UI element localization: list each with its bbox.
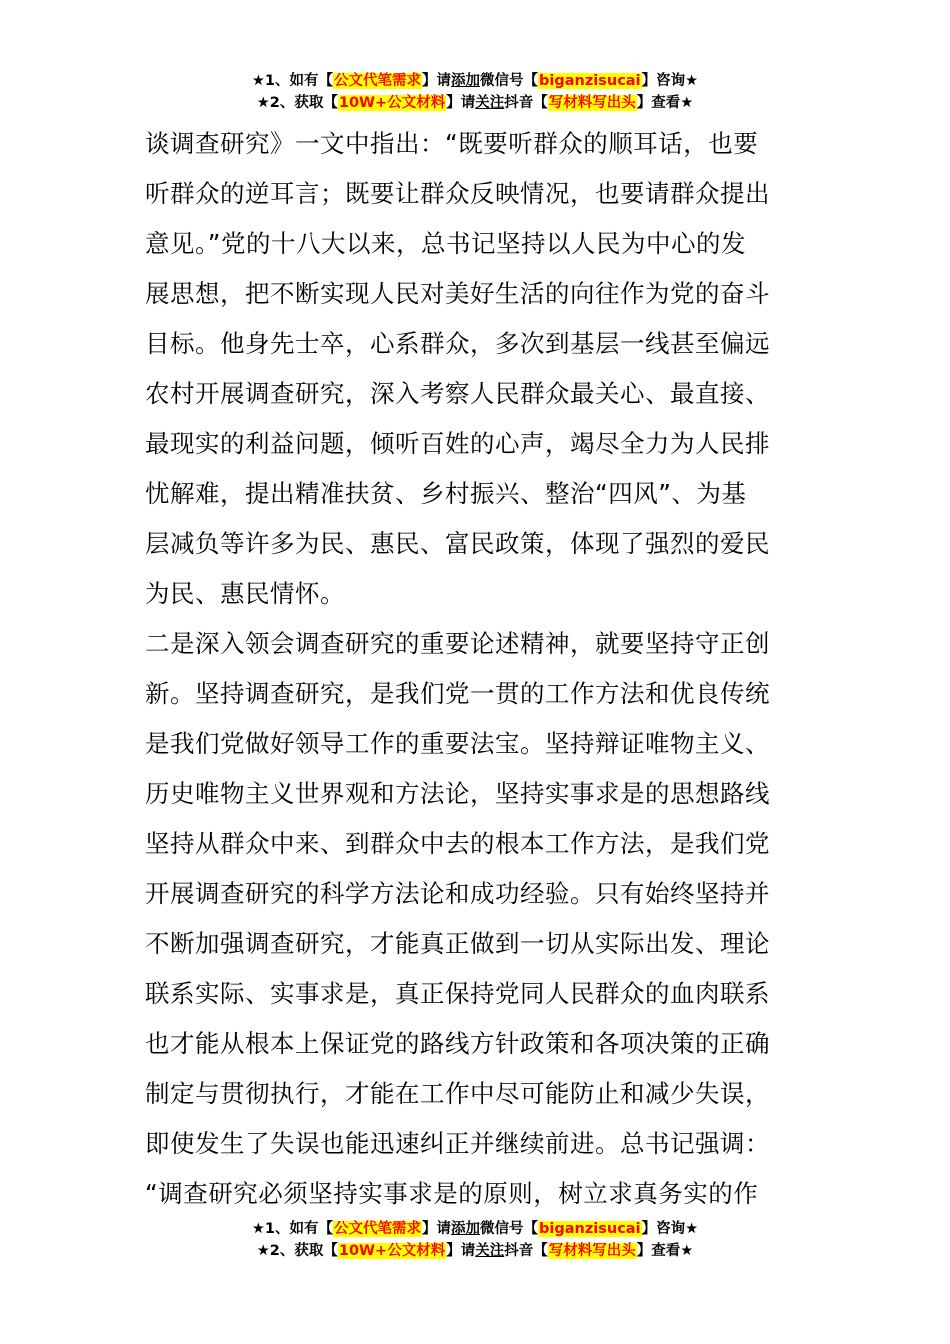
highlight-douyin-account: 写材料写出头 — [548, 1243, 636, 1259]
text-line: 农村开展调查研究，深入考察人民群众最关心、最直接、 — [145, 379, 770, 408]
text-line: 是我们党做好领导工作的重要法宝。坚持辩证唯物主义、 — [145, 729, 770, 758]
banner-text: 】咨询★ — [641, 73, 699, 89]
banner-text: ★1、如有【 — [251, 73, 334, 89]
banner-text: 】请 — [422, 1221, 452, 1237]
banner-text: 微信号【 — [480, 1221, 539, 1237]
text-line: 制定与贯彻执行，才能在工作中尽可能防止和减少失误， — [145, 1079, 770, 1108]
text-line: 展思想，把不断实现人民对美好生活的向往作为党的奋斗 — [145, 279, 770, 308]
text-line: 层减负等许多为民、惠民、富民政策，体现了强烈的爱民 — [145, 529, 770, 558]
banner-line-2 — [0, 1240, 950, 1262]
highlight-service: 公文代笔需求 — [334, 1221, 422, 1237]
highlight-wechat-id: biganzisucai — [539, 73, 641, 89]
text-line: 坚持从群众中来、到群众中去的根本工作方法，是我们党 — [145, 829, 770, 858]
banner-text: 】请 — [446, 1243, 476, 1259]
banner-text: 抖音【 — [504, 1243, 548, 1259]
banner-text: 微信号【 — [480, 73, 539, 89]
text-line: “调查研究必须坚持实事求是的原则，树立求真务实的作 — [145, 1179, 759, 1208]
highlight-materials: 10W+公文材料 — [338, 95, 446, 111]
text-line: 听群众的逆耳言；既要让群众反映情况，也要请群众提出 — [145, 179, 770, 208]
text-line: 联系实际、实事求是，真正保持党同人民群众的血肉联系 — [145, 979, 770, 1008]
text-line: 谈调查研究》一文中指出：“既要听群众的顺耳话，也要 — [145, 129, 759, 158]
header-banner — [0, 70, 950, 114]
banner-line-1 — [0, 1218, 950, 1240]
banner-line-2 — [0, 92, 950, 114]
highlight-douyin-account: 写材料写出头 — [548, 95, 636, 111]
footer-banner — [0, 1218, 950, 1262]
text-line: 也才能从根本上保证党的路线方针政策和各项决策的正确 — [145, 1029, 770, 1058]
text-line: 意见。”党的十八大以来，总书记坚持以人民为中心的发 — [145, 229, 746, 258]
highlight-materials: 10W+公文材料 — [338, 1243, 446, 1259]
banner-text: 】咨询★ — [641, 1221, 699, 1237]
banner-line-1 — [0, 70, 950, 92]
text-line: 最现实的利益问题，倾听百姓的心声，竭尽全力为人民排 — [145, 429, 770, 458]
banner-text: 】请 — [422, 73, 452, 89]
text-line: 二是深入领会调查研究的重要论述精神，就要坚持守正创 — [145, 629, 770, 658]
banner-text: ★1、如有【 — [251, 1221, 334, 1237]
text-line: 为民、惠民情怀。 — [145, 579, 345, 608]
highlight-wechat-id: biganzisucai — [539, 1221, 641, 1237]
banner-text: 】查看★ — [636, 95, 694, 111]
banner-text: ★2、获取【 — [256, 1243, 338, 1259]
banner-text: 抖音【 — [504, 95, 548, 111]
text-line: 开展调查研究的科学方法论和成功经验。只有始终坚持并 — [145, 879, 770, 908]
highlight-service: 公文代笔需求 — [334, 73, 422, 89]
text-line: 忧解难，提出精准扶贫、乡村振兴、整治“四风”、为基 — [145, 479, 747, 508]
underlined-word: 添加 — [451, 73, 481, 89]
document-body — [145, 119, 815, 1219]
underlined-word: 添加 — [451, 1221, 481, 1237]
text-line: 不断加强调查研究，才能真正做到一切从实际出发、理论 — [145, 929, 770, 958]
text-line: 历史唯物主义世界观和方法论，坚持实事求是的思想路线 — [145, 779, 770, 808]
banner-text: 】请 — [446, 95, 476, 111]
text-line: 目标。他身先士卒，心系群众，多次到基层一线甚至偏远 — [145, 329, 770, 358]
banner-text: ★2、获取【 — [256, 95, 338, 111]
underlined-word: 关注 — [475, 95, 505, 111]
text-line: 新。坚持调查研究，是我们党一贯的工作方法和优良传统 — [145, 679, 770, 708]
underlined-word: 关注 — [475, 1243, 505, 1259]
banner-text: 】查看★ — [636, 1243, 694, 1259]
text-line: 即使发生了失误也能迅速纠正并继续前进。总书记强调： — [145, 1129, 770, 1158]
